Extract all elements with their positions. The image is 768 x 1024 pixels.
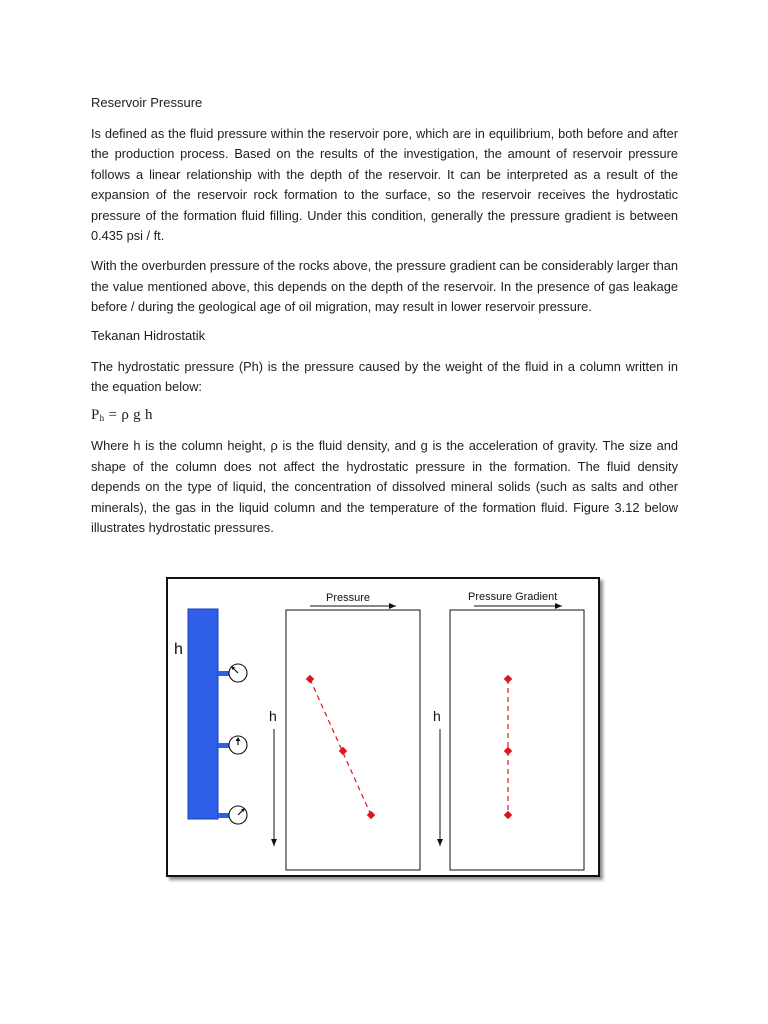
pressure-panel-header: Pressure — [326, 592, 371, 604]
gradient-point — [504, 811, 512, 819]
figure-drawing — [168, 579, 598, 875]
subsection-title: Tekanan Hidrostatik — [91, 327, 206, 343]
gradient-point — [504, 675, 512, 683]
gauge-connector-middle — [218, 743, 229, 748]
hydrostatic-equation — [91, 407, 678, 424]
paragraph-explanation: Where h is the column height, ρ is the fluid density, and g is the acceleration of gravity. The size and shape of the column does not affect the hydrostatic pressure in the formation. The fluid density depends on the type of liquid, the concentration of dissolved mineral solids (such as salts and other minerals), the gas in the liquid column and the temperature of the formation fluid. Figure 3.12 below illustrates hydrostatic pressures. — [91, 438, 678, 536]
fluid-column — [188, 609, 218, 819]
gauge-connector-top — [218, 671, 229, 676]
paragraph-overburden: With the overburden pressure of the rocks above, the pressure gradient can be considerably larger than the value mentioned above, this depends on the depth of the reservoir. In the presence of gas leakage before / during the geological age of oil migration, may result in lower reservoir pressure. — [91, 258, 678, 315]
gradient-plot-frame — [450, 610, 584, 870]
section-title: Reservoir Pressure — [91, 95, 203, 110]
equation-lhs-subscript: h — [99, 413, 105, 424]
paragraph-definition: Is defined as the fluid pressure within the reservoir pore, which are in equilibrium, both before and after the production process. Based on the results of the investigation, the amount of reservoir pressure follows a linear relationship with the depth of the reservoir. It can be interpreted as a result of the expansion of the reservoir rock formation to the surface, so the reservoir receives the hydrostatic pressure of the formation fluid filling. Under this condition, generally the pressure gradient is between 0.435 psi / ft. — [91, 126, 678, 244]
pressure-depth-label: h — [269, 708, 277, 724]
pressure-panel — [269, 592, 420, 870]
hydrostatic-pressure-figure — [166, 577, 600, 877]
pressure-point — [367, 811, 375, 819]
column-height-label: h — [174, 641, 183, 658]
document-body — [91, 91, 678, 549]
pressure-trend-line — [310, 679, 371, 815]
pressure-point — [339, 747, 347, 755]
pressure-plot-frame — [286, 610, 420, 870]
gradient-depth-label: h — [433, 708, 441, 724]
pressure-point — [306, 675, 314, 683]
gauge-bottom — [218, 806, 247, 824]
gauge-connector-bottom — [218, 813, 229, 818]
equation-rhs: = ρ g h — [104, 407, 153, 424]
gauge-middle — [218, 736, 247, 754]
gradient-panel — [433, 591, 584, 870]
paragraph-intro: The hydrostatic pressure (Ph) is the pressure caused by the weight of the fluid in a column written in the equation below: — [91, 358, 678, 395]
gradient-panel-header: Pressure Gradient — [468, 591, 558, 603]
gradient-point — [504, 747, 512, 755]
gauge-top — [218, 664, 247, 682]
equation-lhs: P — [91, 407, 100, 424]
